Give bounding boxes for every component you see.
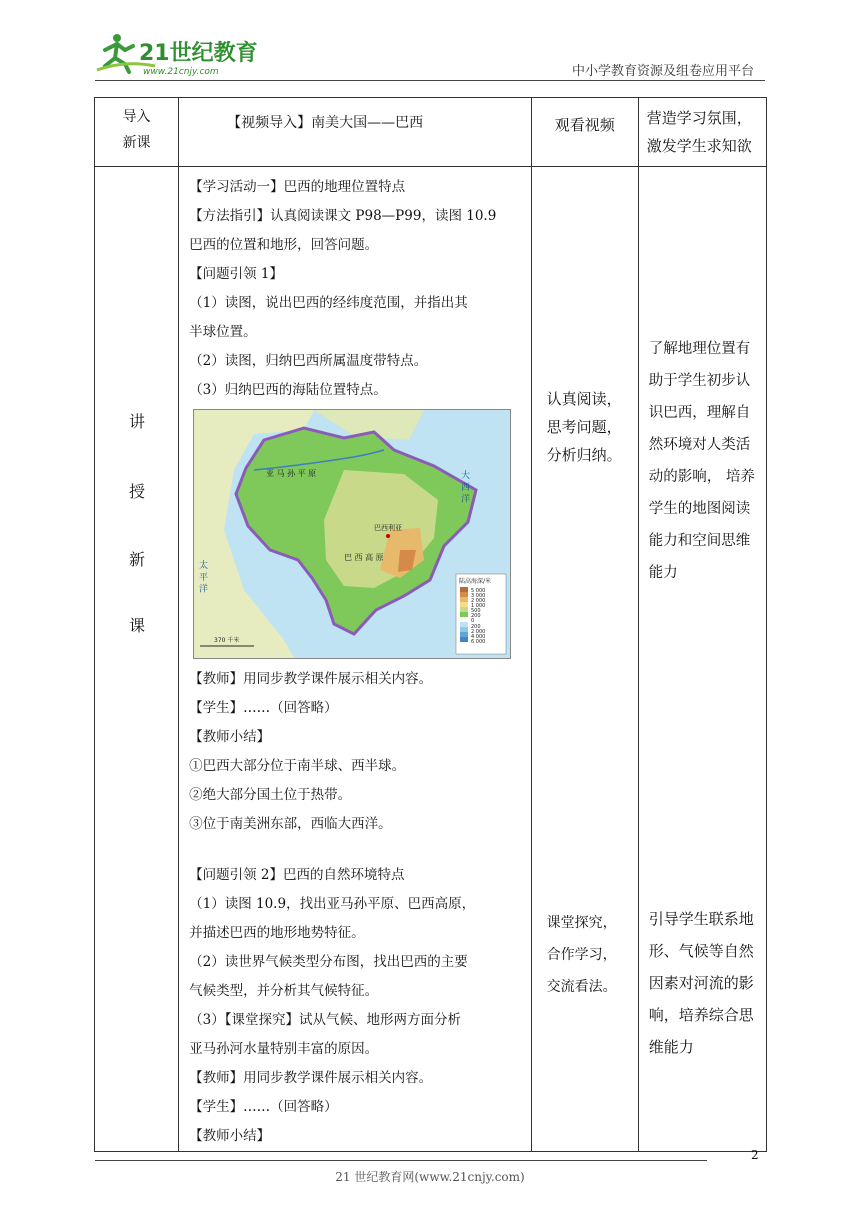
svg-text:大 西 洋: 大 西 洋 <box>459 470 470 503</box>
content-line: 气候类型，并分析其气候特征。 <box>189 983 379 999</box>
design-intent-2: 引导学生联系地 形、气候等自然 因素对河流的影 响，培养综合思 维能力 <box>648 910 754 1056</box>
content-line: 半球位置。 <box>189 324 257 340</box>
goal-line: 营造学习氛围， <box>646 109 752 127</box>
stage-cell <box>95 167 179 1152</box>
page-number: 2 <box>751 1148 759 1162</box>
student-activity-1: 认真阅读， 思考问题， 分析归纳。 <box>546 390 622 464</box>
svg-text:3 000: 3 000 <box>471 593 486 599</box>
content-line: （3）归纳巴西的海陆位置特点。 <box>189 382 387 398</box>
svg-text:200: 200 <box>471 624 481 630</box>
content-line: 【学生】……（回答略） <box>189 1099 338 1115</box>
content-line: ②绝大部分国土位于热带。 <box>189 787 352 803</box>
svg-text:4 000: 4 000 <box>471 634 486 640</box>
table-row <box>95 98 767 167</box>
stage-cell <box>95 98 179 167</box>
svg-text:陆高海深/米: 陆高海深/米 <box>459 578 492 585</box>
stage-label: 导入 <box>122 109 151 125</box>
svg-text:21世纪教育: 21世纪教育 <box>139 41 258 66</box>
content-line: （2）读世界气候类型分布图，找出巴西的主要 <box>189 954 468 970</box>
content-line: 【教师小结】 <box>189 1128 271 1144</box>
svg-text:2 000: 2 000 <box>471 629 486 635</box>
svg-text:370 千米: 370 千米 <box>214 637 240 644</box>
table-row <box>95 167 767 1152</box>
lesson-plan-table <box>94 97 767 1152</box>
content-line: ③位于南美洲东部，西临大西洋。 <box>189 816 392 832</box>
svg-text:巴 西 高 原: 巴 西 高 原 <box>344 553 384 562</box>
content-line: 【教师】用同步教学课件展示相关内容。 <box>189 1070 433 1086</box>
content-line: 【问题引领 2】巴西的自然环境特点 <box>189 867 405 883</box>
content-line: （3）【课堂探究】试从气候、地形两方面分析 <box>189 1012 461 1028</box>
goal-cell <box>638 98 766 167</box>
stage-char: 课 <box>128 616 145 635</box>
svg-text:200: 200 <box>471 613 481 619</box>
content-line: 【学习活动一】巴西的地理位置特点 <box>189 179 406 195</box>
svg-text:2 000: 2 000 <box>471 598 486 604</box>
stage-label: 新课 <box>122 135 151 151</box>
page-header <box>0 0 860 90</box>
platform-name: 中小学教育资源及组卷应用平台 <box>571 64 754 79</box>
goal-cell <box>638 167 766 1152</box>
svg-text:巴西利亚: 巴西利亚 <box>374 524 403 532</box>
content-line: 【教师小结】 <box>189 729 271 745</box>
stage-char: 新 <box>128 550 145 569</box>
content-line: 【问题引领 1】 <box>189 266 284 282</box>
svg-text:太 平 洋: 太 平 洋 <box>197 560 208 593</box>
content-cell: 【视频导入】南美大国——巴西 <box>179 98 532 167</box>
student-activity-2: 课堂探究， 合作学习， 交流看法。 <box>546 915 617 995</box>
svg-text:5 000: 5 000 <box>471 588 486 594</box>
goal-line: 激发学生求知欲 <box>646 137 752 155</box>
activity-cell: 观看视频 <box>531 98 638 167</box>
svg-text:www.21cnjy.com: www.21cnjy.com <box>143 67 219 77</box>
activity-cell <box>531 167 638 1152</box>
svg-text:1 000: 1 000 <box>471 603 486 609</box>
content-cell <box>179 167 532 1152</box>
svg-text:0: 0 <box>471 618 475 624</box>
stage-char: 授 <box>128 482 145 501</box>
content-line: （2）读图，归纳巴西所属温度带特点。 <box>189 353 428 369</box>
svg-text:500: 500 <box>471 608 481 614</box>
header-divider <box>95 80 765 81</box>
footer-divider <box>95 1160 707 1161</box>
content-line: ①巴西大部分位于南半球、西半球。 <box>189 758 406 774</box>
svg-text:亚 马 孙 平 原: 亚 马 孙 平 原 <box>266 469 317 478</box>
content-line: 【教师】用同步教学课件展示相关内容。 <box>189 671 433 687</box>
content-line: 【方法指引】认真阅读课文 P98—P99，读图 10.9 <box>189 208 497 224</box>
content-line: 【学生】……（回答略） <box>189 700 338 716</box>
content-line: 亚马孙河水量特别丰富的原因。 <box>189 1041 379 1057</box>
stage-char: 讲 <box>128 412 145 431</box>
design-intent-1: 了解地理位置有 助于学生初步认 识巴西，理解自 然环境对人类活 动的影响， 培养 学生的地图阅读 能力和空间思维 能力 <box>648 341 755 581</box>
svg-text:6 000: 6 000 <box>471 639 486 645</box>
footer-site: 21 世纪教育网(www.21cnjy.com) <box>335 1170 525 1184</box>
content-line: 并描述巴西的地形地势特征。 <box>189 925 365 941</box>
content-line: 巴西的位置和地形，回答问题。 <box>189 237 379 253</box>
content-line: （1）读图 10.9，找出亚马孙平原、巴西高原， <box>189 896 476 912</box>
content-line: （1）读图，说出巴西的经纬度范围，并指出其 <box>189 295 468 311</box>
site-logo <box>95 30 265 78</box>
brazil-topographic-map <box>193 409 511 659</box>
